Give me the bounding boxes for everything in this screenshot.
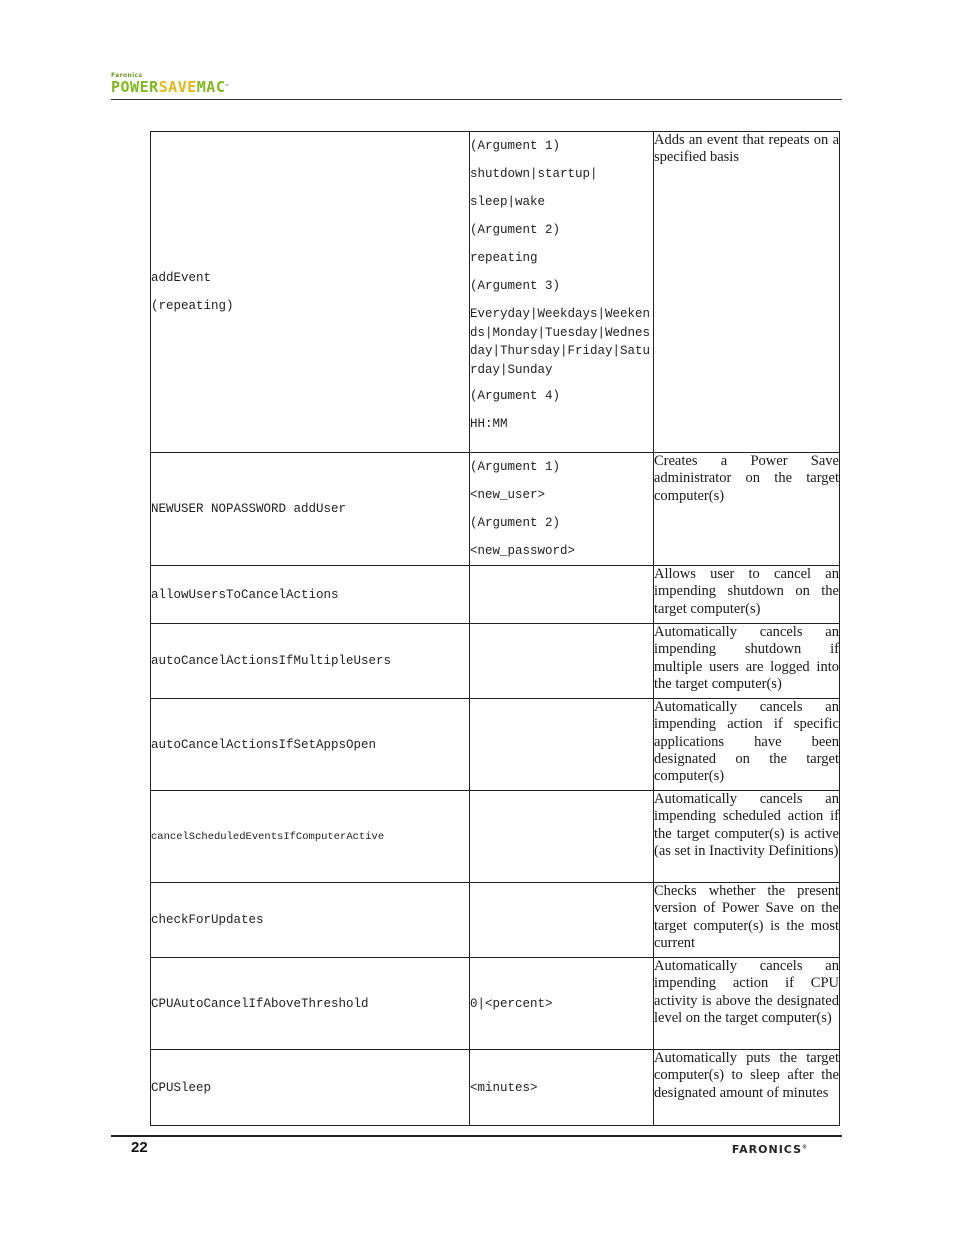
table-row [151,566,840,624]
command-name: checkForUpdates [151,913,264,927]
arguments-cell [470,453,654,566]
argument-line: Everyday|Weekdays|Weekends|Monday|Tuesday|Wednesday|Thursday|Friday|Saturday|Sunday [470,307,651,377]
description-cell: Automatically cancels an impending action if specific applications have been designated on the target computer(s) [654,699,840,791]
logo-save: SAVE [158,78,197,96]
command-cell [151,624,470,699]
description-cell: Automatically cancels an impending action if CPU activity is above the designated level on the target computer(s) [654,958,840,1050]
argument-line: HH:MM [470,417,508,432]
arguments-cell [470,958,654,1050]
arguments-cell [470,883,654,958]
argument-line: shutdown|startup| [470,167,598,181]
argument-line: (Argument 2) [470,223,561,237]
command-cell [151,883,470,958]
argument-line: (Argument 2) [470,516,561,530]
argument-line: <new_password> [470,544,576,558]
argument-line: 0|<percent> [470,996,553,1011]
faronics-small-logo: Faronics [111,72,143,79]
argument-line: (Argument 1) [470,139,561,153]
argument-line: (Argument 3) [470,279,561,293]
arguments-cell [470,624,654,699]
footer-registered-mark: ® [802,1144,808,1151]
description-cell: Creates a Power Save administrator on the target computer(s) [654,453,840,566]
command-name: allowUsersToCancelActions [151,587,339,602]
table-row [151,958,840,1050]
logo-mac: MAC [196,78,226,96]
command-name: NEWUSER NOPASSWORD addUser [151,502,347,516]
page-header [111,72,842,100]
page-footer [111,1135,842,1161]
command-name-suffix: (repeating) [151,299,234,313]
table-row [151,699,840,791]
table-row [151,883,840,958]
command-name: CPUAutoCancelIfAboveThreshold [151,996,369,1011]
powersave-mac-logo [111,79,229,95]
argument-line: (Argument 4) [470,389,561,404]
description-cell: Automatically cancels an impending shutdown if multiple users are logged into the target computer(s) [654,624,840,699]
arguments-cell [470,566,654,624]
description-cell: Automatically cancels an impending scheduled action if the target computer(s) is active (as set in Inactivity Definitions) [654,791,840,883]
arguments-cell [470,699,654,791]
command-name: cancelScheduledEventsIfComputerActive [151,830,385,843]
description-cell: Checks whether the present version of Power Save on the target computer(s) is the most current [654,883,840,958]
command-name: autoCancelActionsIfMultipleUsers [151,654,392,668]
arguments-cell [470,791,654,883]
command-cell [151,566,470,624]
command-cell [151,132,470,453]
command-cell [151,1050,470,1126]
argument-line: <new_user> [470,488,546,502]
table-row [151,453,840,566]
table-row [151,1050,840,1126]
logo-power: POWER [111,78,159,96]
command-cell [151,699,470,791]
argument-line: <minutes> [470,1080,538,1095]
command-cell [151,453,470,566]
description-cell: Allows user to cancel an impending shutdown on the target computer(s) [654,566,840,624]
command-cell [151,958,470,1050]
description-cell: Automatically puts the target computer(s) to sleep after the designated amount of minutes [654,1050,840,1126]
command-cell [151,791,470,883]
table-row [151,132,840,453]
command-name: autoCancelActionsIfSetAppsOpen [151,737,377,752]
table-row [151,624,840,699]
faronics-footer-logo [732,1143,808,1156]
page-number: 22 [131,1139,148,1156]
description-cell: Adds an event that repeats on a specified basis [654,132,840,453]
command-name: addEvent [151,271,212,285]
command-name: CPUSleep [151,1080,212,1095]
arguments-cell [470,1050,654,1126]
table-row [151,791,840,883]
arguments-cell [470,132,654,453]
argument-line: (Argument 1) [470,460,561,474]
logo-trademark: ™ [225,84,229,90]
footer-brand-text: FARONICS [731,1143,802,1156]
argument-line: sleep|wake [470,195,546,209]
command-table [150,131,840,1126]
argument-line: repeating [470,251,538,265]
